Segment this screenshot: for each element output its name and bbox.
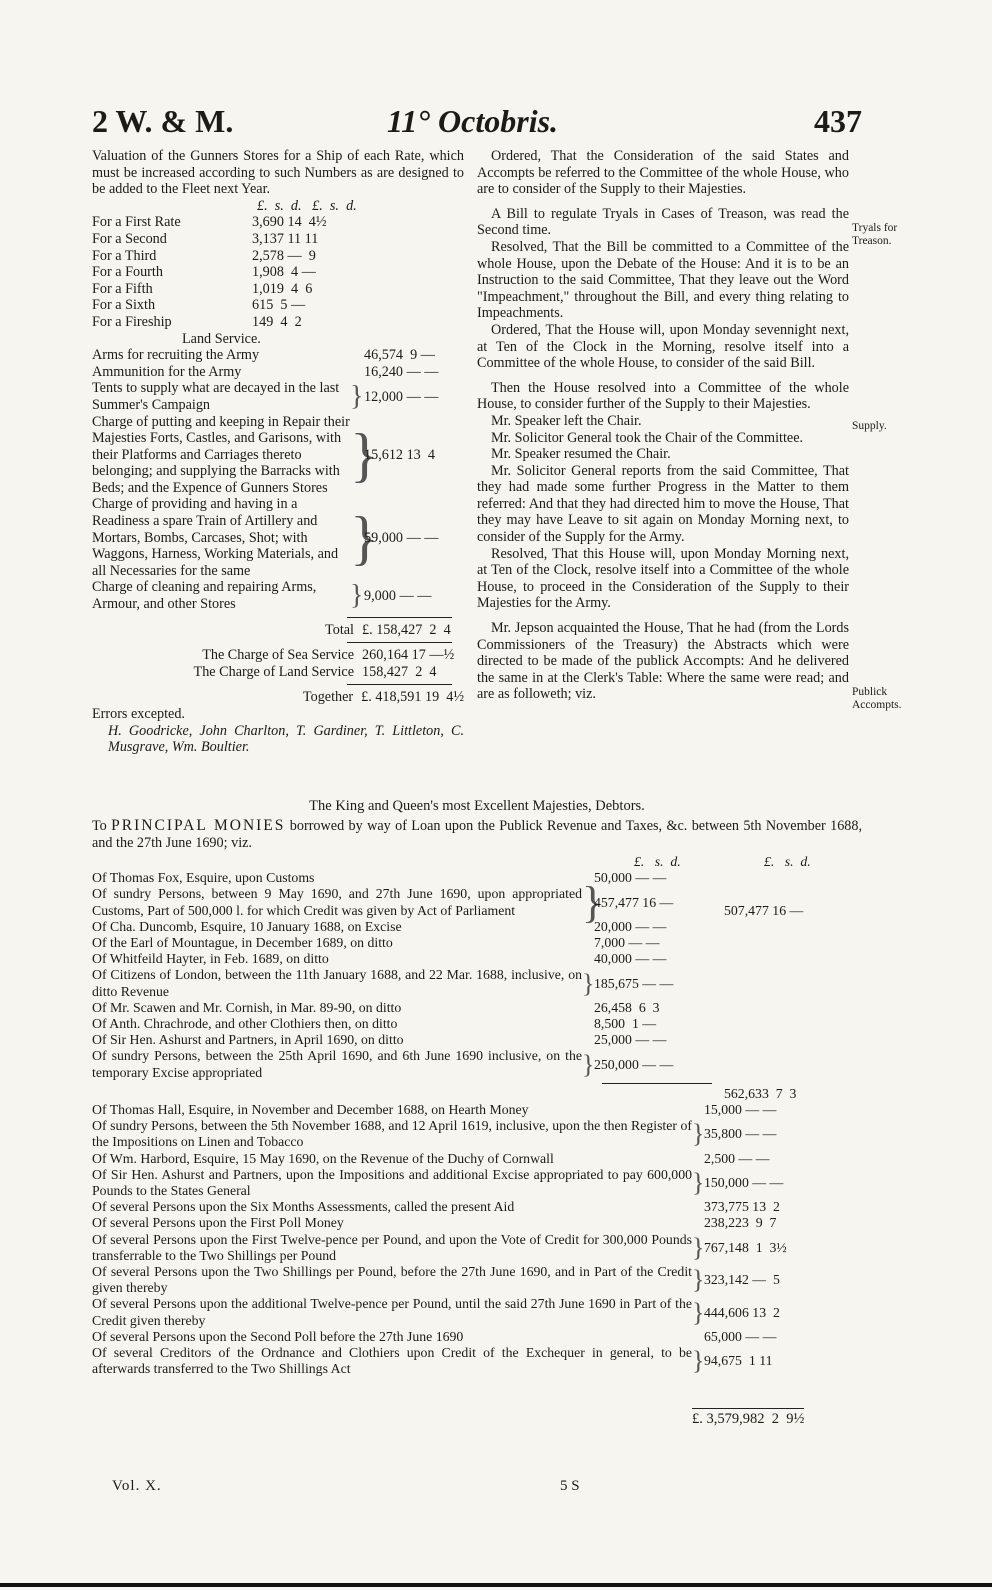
sea-charge-row: The Charge of Sea Service 260,164 17 —½ — [202, 647, 455, 664]
gunners-stores-intro: Valuation of the Gunners Stores for a Ship of each Rate, which must be increased according to such Numbers as are designed to be added to the Fleet next Year. — [92, 148, 464, 198]
table-row: Of sundry Persons, between the 5th November 1688, and 12 April 1619, inclusive, upon the then Register of the Impositions on Linen and Tobacco } 35,800 — — — [92, 1118, 777, 1150]
total-row: Total £. 158,427 2 4 — [325, 621, 451, 638]
margin-note-treason: Tryals for Treason. — [852, 222, 898, 247]
signature-mark: 5 S — [560, 1478, 580, 1494]
rate-row: For a Fireship 149 4 2 — [92, 313, 302, 330]
resolved-army: Resolved, That this House will, upon Monday Morning next, at Ten of the Clock, resolve itself into a Committee of the whole House, to proceed in the Consideration of the Supply to their Majesties for the Army. — [477, 545, 849, 612]
table-row: Of sundry Persons, between the 25th April 1690, and 6th June 1690 inclusive, on the temporary Excise appropriated } 250,000 — — — [92, 1048, 674, 1080]
brace-icon: } — [692, 1167, 705, 1197]
brace-icon: } — [692, 1346, 705, 1376]
divider — [347, 617, 452, 618]
table-row: Of Sir Hen. Ashurst and Partners, in April 1690, on ditto 25,000 — — — [92, 1032, 667, 1048]
brace-icon: } — [692, 1119, 705, 1149]
page-header — [92, 103, 862, 143]
land-service-title: Land Service. — [182, 330, 261, 347]
account-table — [92, 854, 862, 1378]
rate-row: For a Third 2,578 — 9 — [92, 247, 316, 264]
table-row: Of Cha. Duncomb, Esquire, 10 January 1688, on Excise 20,000 — — — [92, 918, 667, 934]
brace-icon: } — [582, 877, 604, 927]
divider — [347, 642, 452, 643]
table-row: Of Thomas Hall, Esquire, in November and December 1688, on Hearth Money 15,000 — — — [92, 1102, 777, 1118]
speaker-resumed: Mr. Speaker resumed the Chair. — [491, 446, 671, 463]
errors-excepted: Errors excepted. — [92, 706, 185, 722]
jepson-abstracts: Mr. Jepson acquainted the House, That he had (from the Lords Commissioners of the Treasury) the Abstracts which were directed to be made of the publick Accompts: And he delivered the same in at the Clerk's Table: Where the same were read; and are as followeth; viz. — [477, 620, 849, 703]
brace-icon: } — [692, 1265, 705, 1295]
right-column — [477, 148, 849, 703]
table-row: Of several Persons upon the additional Twelve-pence per Pound, until the said 27th June 1690 in Part of the Credit given thereby } 444,606 13 2 — [92, 1296, 780, 1328]
rate-row: For a Second 3,137 11 11 — [92, 230, 319, 247]
page-number: 437 — [814, 103, 862, 139]
table-row: Of several Persons upon the Second Poll before the 27th June 1690 65,000 — — — [92, 1328, 777, 1344]
signers: H. Goodricke, John Charlton, T. Gardiner, T. Littleton, C. Musgrave, Wm. Boultier. — [108, 722, 464, 756]
land-charge-row: The Charge of Land Service 158,427 2 4 — [193, 663, 437, 680]
speaker-left: Mr. Speaker left the Chair. — [491, 412, 642, 429]
divider — [602, 1083, 712, 1084]
currency-header: £. s. d. £. s. d. — [257, 197, 357, 214]
order-consideration: Ordered, That the Consideration of the said States and Accompts be referred to the Committee of the whole House, who are to consider of the Supply to their Majesties. — [477, 148, 849, 198]
committee-supply: Then the House resolved into a Committee of the whole House, to consider further of the Supply to their Majesties. — [477, 379, 849, 413]
brace-icon: } — [350, 421, 379, 488]
table-row: Of the Earl of Mountague, in December 1689, on ditto 7,000 — — — [92, 935, 660, 951]
ordered-monday: Ordered, That the House will, upon Monday sevennight next, at Ten of the Clock in the Morning, resolve itself into a Committee of the whole House, to consider of the said Bill. — [477, 321, 849, 372]
land-item: Arms for recruiting the Army 46,574 9 — — [92, 347, 435, 364]
table-row: Of several Persons upon the Two Shillings per Pound, before the 27th June 1690, and in Part of the Credit given thereby } 323,142 — 5 — [92, 1264, 780, 1296]
land-item: Charge of providing and having in a Readiness a spare Train of Artillery and Mortars, Bombs, Carcases, Shot; with Waggons, Harness, Working Materials, and all Necessaries for the same } 59,000 — — — [92, 496, 439, 579]
rate-row: For a First Rate 3,690 14 4½ — [92, 214, 327, 231]
subtotal-row: 562,633 7 3 — [724, 1085, 797, 1101]
table-row: Of Thomas Fox, Esquire, upon Customs 50,000 — — — [92, 870, 667, 886]
table-row: Of several Persons upon the First Twelve-pence per Pound, and upon the Vote of Credit for 300,000 Pounds transferrable to the Two Shillings per Pound } 767,148 1 3½ — [92, 1231, 787, 1263]
table-row: Of Wm. Harbord, Esquire, 15 May 1690, on the Revenue of the Duchy of Cornwall 2,500 — — — [92, 1150, 770, 1166]
brace-icon: } — [350, 380, 364, 412]
principal-monies-heading: To PRINCIPAL MONIES borrowed by way of Loan upon the Publick Revenue and Taxes, &c. between 5th November 1688, and the 27th June 1690; viz. — [92, 817, 863, 851]
land-item: Tents to supply what are decayed in the last Summer's Campaign } 12,000 — — — [92, 380, 439, 413]
table-row: Of Sir Hen. Ashurst and Partners, upon the Impositions and additional Excise appropriated to pay 600,000 Pounds to the States General } 150,000 — — — [92, 1166, 784, 1199]
margin-note-accompts: Publick Accompts. — [852, 686, 902, 711]
regnal-year: 2 W. & M. — [92, 103, 234, 139]
divider — [347, 684, 452, 685]
grand-total: £. 3,579,982 2 9½ — [692, 1408, 804, 1428]
volume-label: Vol. X. — [112, 1478, 162, 1494]
solicitor-report: Mr. Solicitor General reports from the said Committee, That they had made some further Progress in the Matter to them referred: And that they had directed him to move the House, That they may have Leave to sit again on Monday Morning next, to consider of the Supply for the Army. — [477, 462, 849, 546]
solicitor-chair: Mr. Solicitor General took the Chair of the Committee. — [491, 429, 804, 446]
rate-row: For a Sixth 615 5 — — [92, 297, 306, 314]
account-title: The King and Queen's most Excellent Majesties, Debtors. — [309, 798, 645, 814]
land-item: Charge of putting and keeping in Repair their Majesties Forts, Castles, and Garisons, with their Platforms and Carriages thereto belonging; and supplying the Barracks with Beds; and the Expence of Gunners Stores } 15,612 13 4 — [92, 413, 435, 496]
land-item: Ammunition for the Army 16,240 — — — [92, 363, 439, 380]
table-row: Of Whitfeild Hayter, in Feb. 1689, on ditto 40,000 — — — [92, 951, 667, 967]
margin-note-supply: Supply. — [852, 420, 887, 432]
account-column-headers: £. s. d. £. s. d. — [634, 854, 811, 869]
table-row: Of several Persons upon the First Poll Money 238,223 9 7 — [92, 1215, 777, 1231]
table-row: Of sundry Persons, between 9 May 1690, and 27th June 1690, upon appropriated Customs, Part of 500,000 l. for which Credit was given by Act of Parliament } 457,477 16 — 507,477 16 — — [92, 877, 804, 927]
table-row: Of Anth. Chrachrode, and other Clothiers then, on ditto 8,500 1 — — [92, 1016, 657, 1032]
table-row: Of Citizens of London, between the 11th January 1688, and 22 Mar. 1688, inclusive, on ditto Revenue } 185,675 — — — [92, 967, 674, 999]
brace-icon: } — [350, 580, 364, 612]
table-row: Of Mr. Scawen and Mr. Cornish, in Mar. 89-90, on ditto 26,458 6 3 — [92, 999, 660, 1015]
together-row: Together £. 418,591 19 4½ — [302, 689, 464, 706]
scan-edge — [0, 1583, 992, 1587]
rate-row: For a Fourth 1,908 4 — — [92, 264, 316, 281]
brace-icon: } — [350, 504, 379, 571]
land-item: Charge of cleaning and repairing Arms, Armour, and other Stores } 9,000 — — — [92, 579, 432, 613]
table-row: Of several Persons upon the Six Months Assessments, called the present Aid 373,775 13 2 — [92, 1199, 780, 1215]
brace-icon: } — [582, 1049, 595, 1079]
left-column — [92, 148, 464, 756]
brace-icon: } — [582, 968, 595, 998]
brace-icon: } — [692, 1232, 705, 1262]
brace-icon: } — [692, 1297, 705, 1327]
treason-bill: A Bill to regulate Tryals in Cases of Treason, was read the Second time. — [477, 205, 849, 239]
table-row: Of several Creditors of the Ordnance and Clothiers upon Credit of the Exchequer in general, to be afterwards transferred to the Two Shillings Act } 94,675 1 11 — [92, 1345, 773, 1377]
resolved-commit: Resolved, That the Bill be committed to a Committee of the whole House, upon the Debate of the House: And it is to be an Instruction to the said Committee, That they leave out the Word "Impeachment," throughout the Bill, and every thing relating to Impeachments. — [477, 238, 849, 322]
rate-row: For a Fifth 1,019 4 6 — [92, 280, 313, 297]
date-heading: 11° Octobris. — [387, 103, 559, 139]
